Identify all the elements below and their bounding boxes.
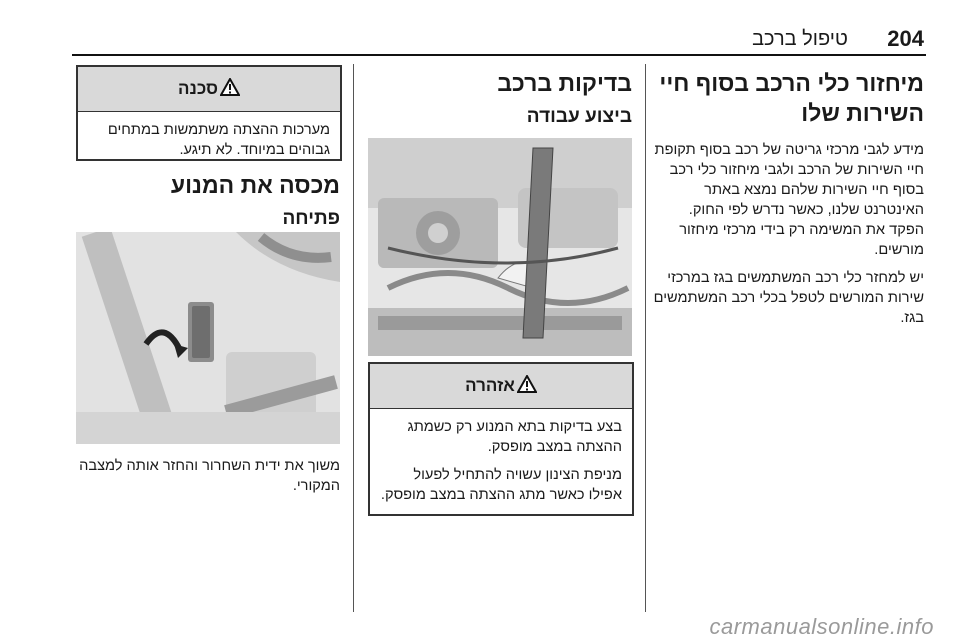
bonnet-heading: מכסה את המנוע [170,172,340,198]
warning-icon [517,375,537,398]
caution-body [78,112,340,164]
caution-text: מערכות ההצתה משתמשות במתחים גבוהים במיוחד. לא תיגע. [107,122,330,158]
recycling-heading: מיחזור כלי הרכב בסוף חיי השירות שלו [659,70,924,126]
warning-header [370,364,632,409]
column-divider-right [645,64,646,612]
section-vehicle-checks [368,64,632,130]
page-number: 204 [887,26,924,51]
checks-subheading: ביצוע עבודה [526,106,632,127]
warning-box [368,362,634,516]
release-lever-image [76,232,340,444]
page-title: טיפול ברכב [752,28,848,50]
bonnet-subheading: פתיחה [282,208,340,229]
warning-paragraph: בצע בדיקות בתא המנוע רק כשמתג ההצתה במצב מופסק. [407,419,622,455]
recycling-paragraph: יש למחזר כלי רכב המשתמשים בגז במרכזי שירות המורשים לטפל בכלי רכב המשתמשים בגז. [653,270,924,326]
recycling-paragraph: מידע לגבי מרכזי גריטה של רכב בסוף תקופת חיי השירות של הרכב ולגבי מיחזור כלי רכב בסוף חיי השירות שלהם נמצא באתר האינטרנט שלנו, כאשר נדרש לפי החוק. הפקד את המשימה רק בידי מרכזי מיחזור מורשים. [654,142,924,258]
column-divider-left [353,64,354,612]
caution-header [78,67,340,112]
engine-bay-image [368,138,632,356]
section-bonnet [76,170,340,232]
header-rule [72,54,926,56]
warning-paragraph: מניפת הצינון עשויה להתחיל לפעול אפילו כאשר מתג ההצתה במצב מופסק. [380,467,622,503]
checks-heading: בדיקות ברכב [497,70,632,96]
caution-box [76,65,342,161]
section-recycling [652,64,924,336]
watermark: carmanualsonline.info [709,614,934,639]
warning-title: אזהרה [465,376,515,395]
caution-title: סכנה [178,79,218,98]
lever-caption: משוך את ידית השחרור והחזר אותה למצבה המקורי. [79,458,340,494]
warning-body [370,409,632,517]
lever-caption-container [76,456,340,504]
caution-icon [220,78,240,101]
